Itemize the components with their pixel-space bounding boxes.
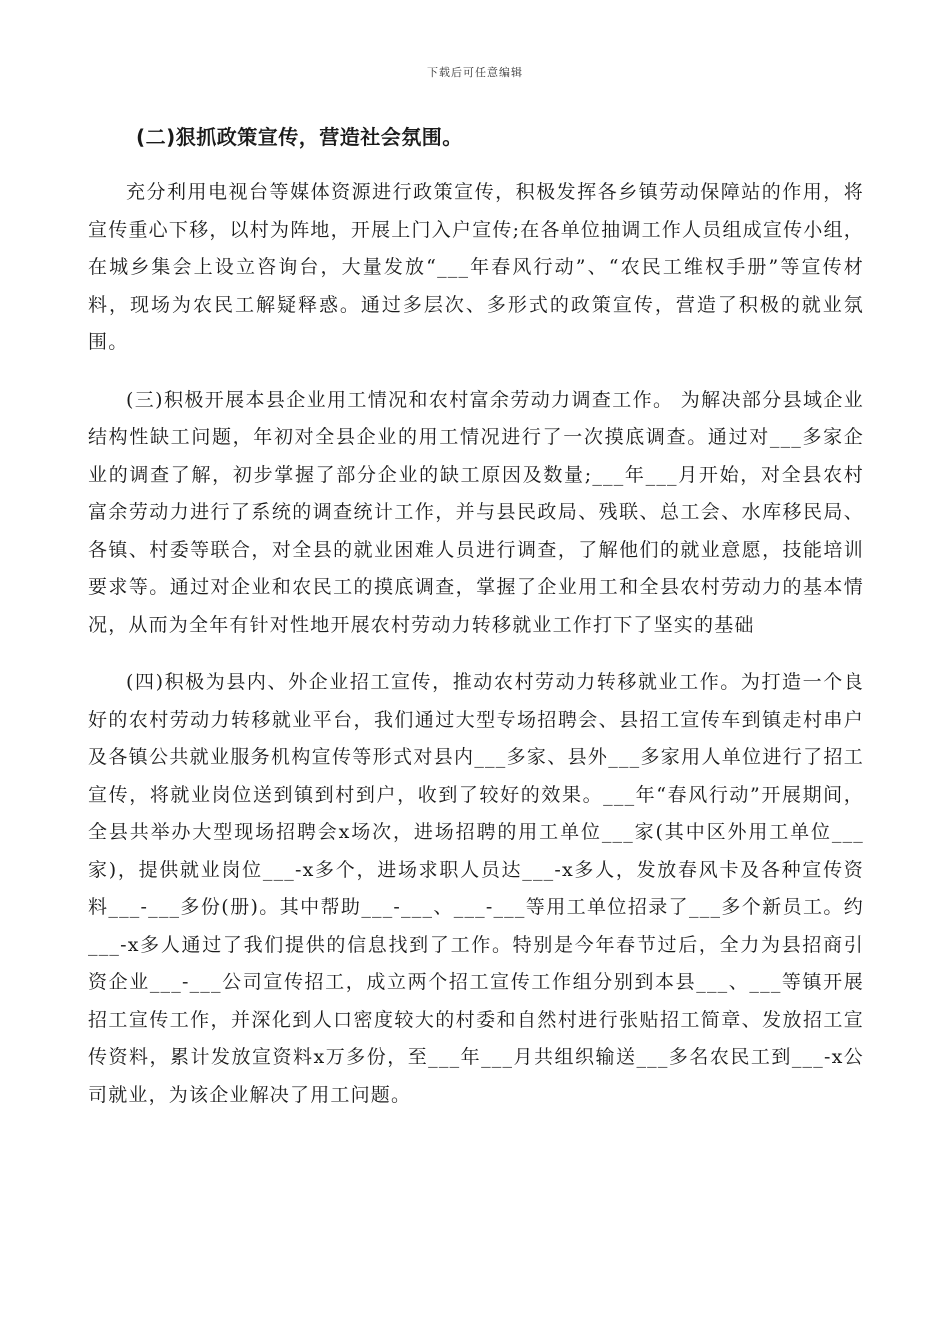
paragraph-recruitment-publicity: (四)积极为县内、外企业招工宣传，推动农村劳动力转移就业工作。为打造一个良好的农村劳动力转移就业平台，我们通过大型专场招聘会、县招工宣传车到镇走村串户及各镇公共就业服务机构宣传等形式对县内___多家、县外___多家用人单位进行了招工宣传，将就业岗位送到镇到村到户，收到了较好的效果。___年“春风行动”开展期间，全县共举办大型现场招聘会x场次，进场招聘的用工单位___家(其中区外用工单位___家)，提供就业岗位___-x多个，进场求职人员达___-x多人，发放春风卡及各种宣传资料___-___多份(册)。其中帮助___-___、___-___等用工单位招录了___多个新员工。约___-x多人通过了我们提供的信息找到了工作。特别是今年春节过后，全力为县招商引资企业___-___公司宣传招工，成立两个招工宣传工作组分别到本县___、___等镇开展招工宣传工作，并深化到人口密度较大的村委和自然村进行张贴招工简章、发放招工宣传资料，累计发放宣资料x万多份，至___年___月共组织输送___多名农民工到___-x公司就业，为该企业解决了用工问题。 — [88, 671, 864, 1106]
paragraph-labor-survey: (三)积极开展本县企业用工情况和农村富余劳动力调查工作。 为解决部分县域企业结构性缺工问题，年初对全县企业的用工情况进行了一次摸底调查。通过对___多家企业的调查了解，初步掌握了部分企业的缺工原因及数量;___年___月开始，对全县农村富余劳动力进行了系统的调查统计工作，并与县民政局、残联、总工会、水库移民局、各镇、村委等联合，对全县的就业困难人员进行调查，了解他们的就业意愿，技能培训要求等。通过对企业和农民工的摸底调查，掌握了企业用工和全县农村劳动力的基本情况，从而为全年有针对性地开展农村劳动力转移就业工作打下了坚实的基础 — [88, 388, 864, 636]
section-heading-2: (二)狠抓政策宣传，营造社会氛围。 — [136, 125, 463, 149]
paragraph-policy-publicity: 充分利用电视台等媒体资源进行政策宣传，积极发挥各乡镇劳动保障站的作用，将宣传重心下移，以村为阵地，开展上门入户宣传;在各单位抽调工作人员组成宣传小组，在城乡集会上设立咨询台，大量发放“___年春风行动”、“农民工维权手册”等宣传材料，现场为农民工解疑释惑。通过多层次、多形式的政策宣传，营造了积极的就业氛围。 — [88, 181, 864, 353]
header-note: 下载后可任意编辑 — [427, 66, 523, 79]
document-body — [88, 118, 864, 1134]
